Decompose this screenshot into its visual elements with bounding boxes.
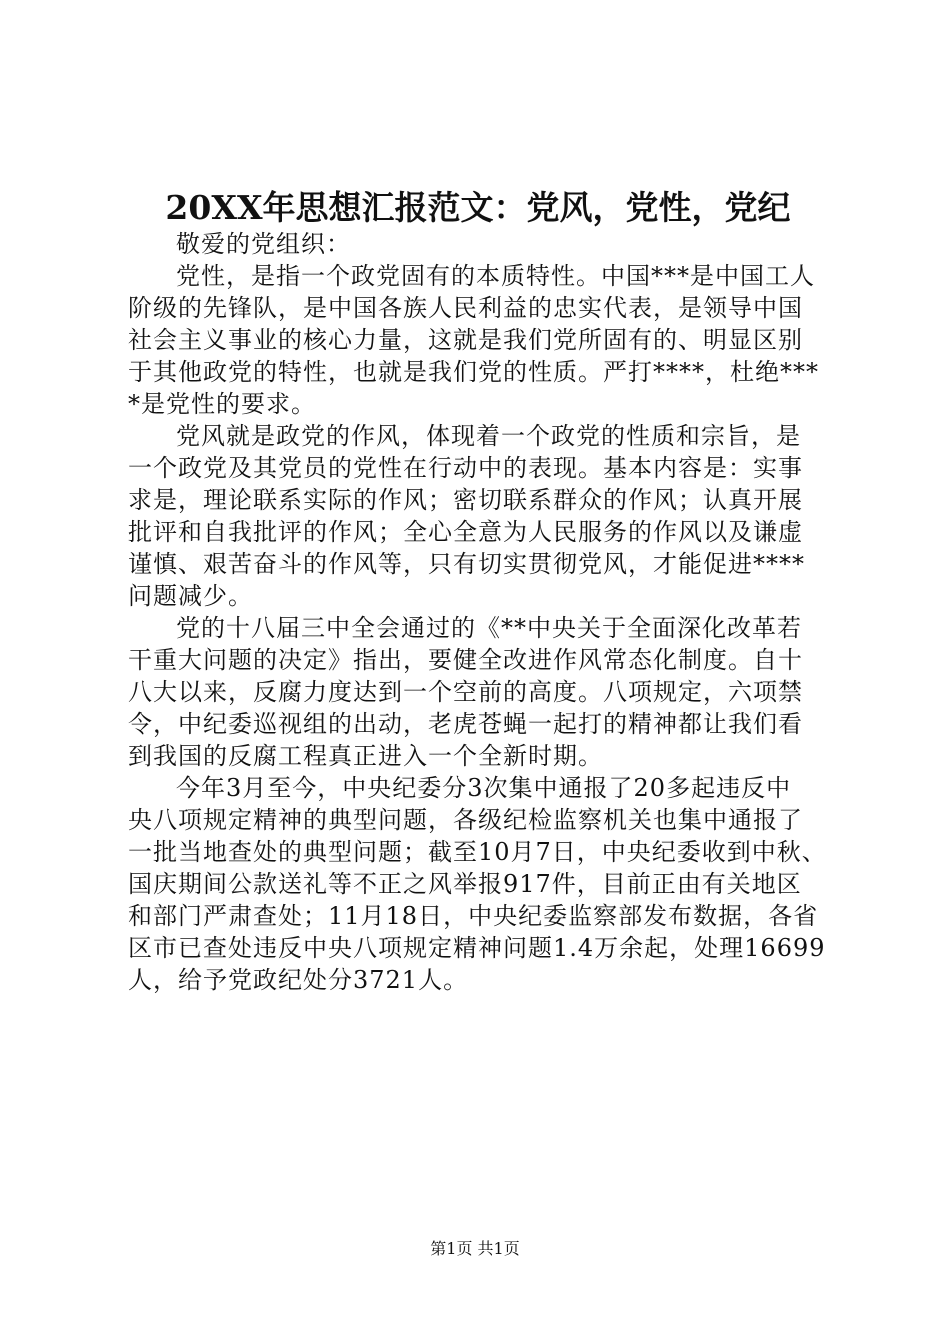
paragraph-line: 阶级的先锋队，是中国各族人民利益的忠实代表，是领导中国 — [128, 294, 803, 322]
paragraph-reform-decision — [128, 612, 828, 772]
paragraph-line: 今年3月至今，中央纪委分3次集中通报了20多起违反中 — [176, 774, 792, 802]
document-title: 20XX年思想汇报范文：党风，党性，党纪 — [165, 188, 791, 227]
page-number-footer: 第1页 共1页 — [430, 1239, 520, 1258]
document-body — [128, 228, 828, 996]
paragraph-line: 问题减少。 — [128, 582, 253, 610]
paragraph-line: 求是，理论联系实际的作风；密切联系群众的作风；认真开展 — [128, 486, 803, 514]
paragraph-party-style — [128, 420, 828, 612]
paragraph-line: 区市已查处违反中央八项规定精神问题1.4万余起，处理16699 — [128, 934, 826, 962]
paragraph-line: 社会主义事业的核心力量，这就是我们党所固有的、明显区别 — [128, 326, 803, 354]
paragraph-line: 和部门严肃查处；11月18日，中央纪委监察部发布数据，各省 — [128, 902, 819, 930]
paragraph-line: 八大以来，反腐力度达到一个空前的高度。八项规定，六项禁 — [128, 678, 803, 706]
paragraph-party-nature — [128, 260, 828, 420]
paragraph-line: 到我国的反腐工程真正进入一个全新时期。 — [128, 742, 603, 770]
paragraph-discipline-report — [128, 772, 828, 996]
salutation: 敬爱的党组织： — [176, 230, 351, 258]
paragraph-line: 国庆期间公款送礼等不正之风举报917件，目前正由有关地区 — [128, 870, 802, 898]
paragraph-line: 党风就是政党的作风，体现着一个政党的性质和宗旨，是 — [176, 422, 801, 450]
paragraph-line: 批评和自我批评的作风；全心全意为人民服务的作风以及谦虚 — [128, 518, 803, 546]
paragraph-line: 党的十八届三中全会通过的《**中央关于全面深化改革若 — [176, 614, 802, 642]
paragraph-line: 于其他政党的特性，也就是我们党的性质。严打****，杜绝*** — [128, 358, 819, 386]
paragraph-line: 央八项规定精神的典型问题，各级纪检监察机关也集中通报了 — [128, 806, 803, 834]
paragraph-line: 谨慎、艰苦奋斗的作风等，只有切实贯彻党风，才能促进**** — [128, 550, 805, 578]
paragraph-line: 人，给予党政纪处分3721人。 — [128, 966, 469, 994]
paragraph-line: 一个政党及其党员的党性在行动中的表现。基本内容是：实事 — [128, 454, 803, 482]
paragraph-line: 一批当地查处的典型问题；截至10月7日，中央纪委收到中秋、 — [128, 838, 827, 866]
paragraph-line: 干重大问题的决定》指出，要健全改进作风常态化制度。自十 — [128, 646, 803, 674]
paragraph-line: 党性，是指一个政党固有的本质特性。中国***是中国工人 — [176, 262, 815, 290]
paragraph-line: 令，中纪委巡视组的出动，老虎苍蝇一起打的精神都让我们看 — [128, 710, 803, 738]
paragraph-line: *是党性的要求。 — [128, 390, 316, 418]
